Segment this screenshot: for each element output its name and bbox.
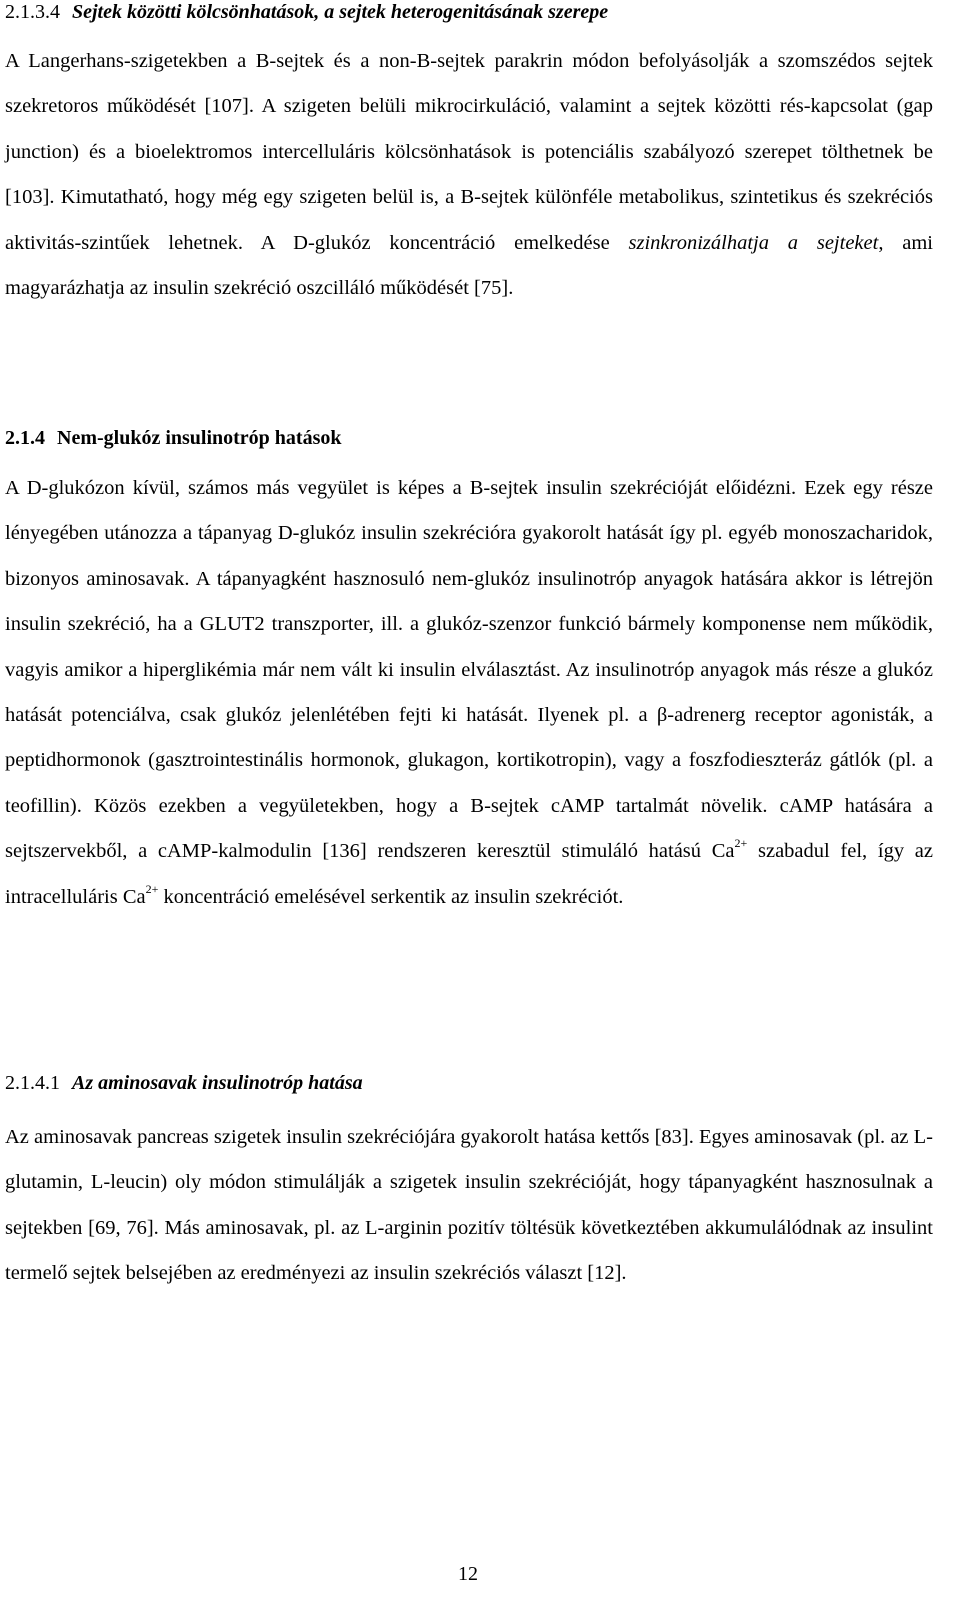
paragraph-text: A Langerhans-szigetekben a B-sejtek és a non-B-sejtek parakrin módon befolyásolják a szomszédos sejtek szekretoros működését [107]. A szigeten belüli mikrocirkuláció, valamint a sejtek közötti rés-kapcsolat (gap junction) és a bioelektromos intercelluláris kölcsönhatások is potenciális szabályozó szerepet tölthetnek be [103]. Kimutatható, hogy még egy szigeten belül is, a B-sejtek különféle metabolikus, szintetikus és szekréciós aktivitás-szintűek lehetnek. A D-glukóz koncentráció emelkedése [5, 50, 933, 254]
page-number: 12 [458, 1563, 478, 1585]
section-number: 2.1.4 [5, 427, 45, 449]
section-title: Nem-glukóz insulinotróp hatások [57, 427, 342, 449]
section-heading-2-1-3-4 [5, 0, 608, 27]
paragraph-text: szabadul fel, így az intracelluláris Ca [5, 840, 933, 908]
paragraph-text: A D-glukózon kívül, számos más vegyület is képes a B-sejtek insulin szekrécióját előidézni. Ezek egy része lényegében utánozza a tápanyag D-glukóz insulin szekrécióra gyakorolt hatását így pl. egyéb monoszacharidok, bizonyos aminosavak. A tápanyagként hasznosuló nem-glukóz insulinotróp anyagok hatására akkor is létrejön insulin szekréció, ha a GLUT2 transzporter, ill. a glukóz-szenzor funkció bármely komponense nem működik, vagyis amikor a hiperglikémia már nem vált ki insulin elválasztást. Az insulinotróp anyagok más része a glukóz hatását potenciálva, csak glukóz jelenlétében fejti ki hatását. Ilyenek pl. a β-adrenerg receptor agonisták, a peptidhormonok (gasztrointestinális hormonok, glukagon, kortikotropin), vagy a foszfodieszteráz gátlók (pl. a teofillin). Közös ezekben a vegyületekben, hogy a B-sejtek cAMP tartalmát növelik. cAMP hatására a sejtszervekből, a cAMP-kalmodulin [136] rendszeren keresztül stimuláló hatású Ca [5, 477, 933, 863]
paragraph-non-glucose [5, 466, 933, 920]
section-number: 2.1.4.1 [5, 1072, 60, 1094]
superscript-charge: 2+ [734, 836, 748, 851]
paragraph-amino-acids: Az aminosavak pancreas szigetek insulin szekréciójára gyakorolt hatása kettős [83]. Egyes aminosavak (pl. az L-glutamin, L-leucin) oly módon stimulálják a szigetek insulin szekrécióját, hogy tápanyagként hasznosulnak a sejtekben [69, 76]. Más aminosavak, pl. az L-arginin pozitív töltésük következtében akkumulálódnak az insulint termelő sejtek belsejében az eredményezi az insulin szekréciós választ [12]. [5, 1126, 933, 1285]
section-number: 2.1.3.4 [5, 1, 60, 23]
section-heading-2-1-4-1 [5, 1068, 363, 1098]
paragraph-text: koncentráció emelésével serkentik az insulin szekréciót. [158, 885, 624, 908]
superscript-charge: 2+ [145, 881, 159, 896]
section-title: Az aminosavak insulinotróp hatása [72, 1072, 363, 1094]
section-heading-2-1-4 [5, 423, 342, 453]
paragraph-text: , ami magyarázhatja az insulin szekréció oszcilláló működését [75]. [5, 231, 934, 300]
italic-phrase: szinkronizálhatja a sejteket [628, 231, 879, 254]
section-title: Sejtek közötti kölcsönhatások, a sejtek heterogenitásának szerepe [72, 1, 609, 23]
paragraph-intercellular [5, 39, 933, 311]
